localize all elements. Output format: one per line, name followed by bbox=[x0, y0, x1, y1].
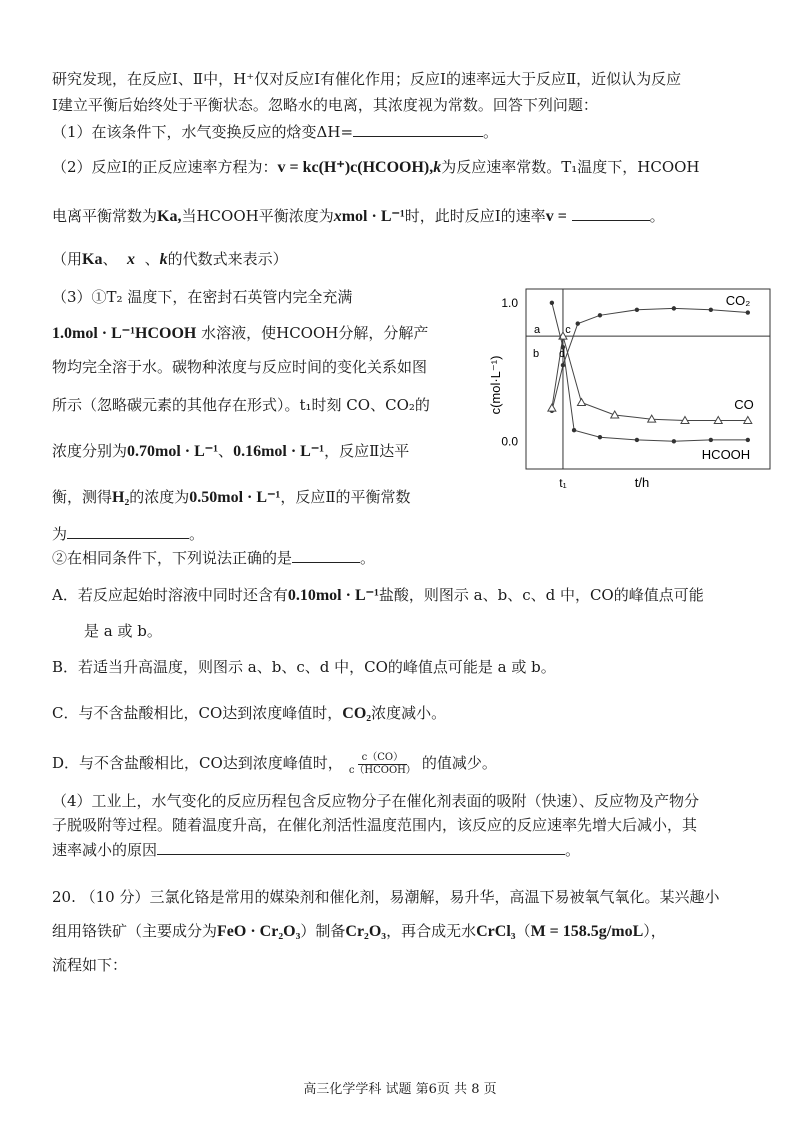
q2-note-d: 的代数式来表示） bbox=[167, 250, 288, 268]
option-c bbox=[52, 702, 446, 725]
data-point-dot bbox=[746, 438, 750, 442]
q3-line-3: 物均完全溶于水。碳物种浓度与反应时间的变化关系如图 bbox=[52, 358, 428, 376]
q3-co2-conc: 0.16mol · L⁻¹ bbox=[233, 443, 325, 460]
data-point-dot bbox=[598, 313, 602, 317]
opt-d-1: D．与不含盐酸相比，CO达到浓度峰值时， bbox=[52, 754, 343, 772]
data-point-dot bbox=[561, 363, 565, 367]
q2-note-k: k bbox=[159, 251, 168, 268]
q3-l6-c: ，反应Ⅱ的平衡常数 bbox=[280, 488, 411, 506]
data-point-triangle bbox=[548, 404, 556, 411]
molar-mass: M = 158.5g/moL bbox=[530, 923, 644, 940]
x-axis-label: t/h bbox=[634, 475, 650, 490]
q3-sub2-text: ②在相同条件下，下列说法正确的是 bbox=[52, 549, 293, 567]
q3-line-2 bbox=[52, 322, 428, 345]
data-point-triangle bbox=[611, 411, 619, 418]
data-point-dot bbox=[576, 321, 580, 325]
q4-line-1: （4）工业上，水气变化的反应历程包含反应物分子在催化剂表面的吸附（快速）、反应物及产物分 bbox=[52, 792, 700, 810]
q20-l2-a: 组用铬铁矿（主要成分为 bbox=[52, 922, 218, 940]
q3-h2-conc: 0.50mol · L⁻¹ bbox=[189, 489, 281, 506]
q20-l2-e: ）， bbox=[643, 922, 666, 940]
option-b: B．若适当升高温度，则图示 a、b、c、d 中，CO的峰值点可能是 a 或 b。 bbox=[52, 658, 556, 676]
q4-line-2: 子脱吸附等过程。随着温度升高，在催化剂活性温度范围内，该反应的反应速率先增大后减小，其 bbox=[52, 816, 698, 834]
series-line-0 bbox=[552, 308, 748, 410]
question-2-prefix: （2）反应Ⅰ的正反应速率方程为： bbox=[52, 158, 278, 176]
q3-line-6 bbox=[52, 486, 411, 509]
opt-a-conc: 0.10mol · L⁻¹ bbox=[287, 587, 379, 604]
point-label-a: a bbox=[533, 324, 541, 336]
ore-formula: FeO · Cr₂O₃ bbox=[217, 923, 301, 940]
opt-a-1: A．若反应起始时溶液中同时还含有 bbox=[52, 586, 288, 604]
q3-l6-b: 的浓度为 bbox=[129, 488, 190, 506]
data-point-dot bbox=[572, 428, 576, 432]
q3-l5-a: 浓度分别为 bbox=[52, 442, 128, 460]
question-1 bbox=[52, 120, 498, 143]
data-point-dot bbox=[746, 310, 750, 314]
answer-blank-4[interactable] bbox=[292, 546, 360, 563]
opt-d-2: 的值减少。 bbox=[421, 754, 497, 772]
q2-end: 。 bbox=[649, 207, 665, 225]
q20-line-3: 流程如下： bbox=[52, 956, 128, 974]
q2-note-b: 、 bbox=[102, 250, 118, 268]
q4-end: 。 bbox=[565, 841, 581, 859]
option-a-line-2: 是 a 或 b。 bbox=[84, 622, 162, 640]
q3-line-5 bbox=[52, 440, 409, 463]
data-point-triangle bbox=[577, 399, 585, 406]
q2-text-c: 时，此时反应Ⅰ的速率 bbox=[404, 207, 546, 225]
q3-h2: H₂ bbox=[112, 489, 130, 506]
y-tick-label: 0.0 bbox=[501, 434, 518, 449]
series-label-hcooh: HCOOH bbox=[701, 447, 751, 462]
question-2-line-1 bbox=[52, 156, 700, 179]
rate-equation: v = kc(H⁺)c(HCOOH), bbox=[277, 159, 434, 176]
question-1-text: （1）在该条件下，水气变换反应的焓变ΔH= bbox=[52, 123, 354, 141]
data-point-dot bbox=[550, 301, 554, 305]
data-point-dot bbox=[635, 308, 639, 312]
q20-l2-c: ，再合成无水 bbox=[386, 922, 477, 940]
x-symbol: x bbox=[333, 208, 342, 225]
answer-blank-2[interactable] bbox=[572, 204, 650, 221]
intro-line-1: 研究发现，在反应Ⅰ、Ⅱ中，H⁺仅对反应Ⅰ有催化作用；反应Ⅰ的速率远大于反应Ⅱ，近似认为反应 bbox=[52, 70, 682, 88]
answer-blank-1[interactable] bbox=[353, 120, 483, 137]
q3-l5-c: ，反应Ⅱ达平 bbox=[324, 442, 410, 460]
fraction-numerator: c（CO） bbox=[358, 752, 407, 765]
q3-line-7 bbox=[52, 522, 204, 545]
data-point-dot bbox=[672, 439, 676, 443]
y-axis-label: c(mol·L⁻¹) bbox=[488, 355, 503, 415]
opt-a-2: 盐酸，则图示 a、b、c、d 中，CO的峰值点可能 bbox=[378, 586, 704, 604]
q20-line-1: 20. （10 分）三氯化铬是常用的媒染剂和催化剂，易潮解，易升华，高温下易被氧气氧化。某兴趣小 bbox=[52, 888, 720, 906]
opt-c-2: 浓度减小。 bbox=[371, 704, 447, 722]
unit-mol-per-l: mol · L⁻¹ bbox=[341, 208, 405, 225]
q2-note-a: （用 bbox=[52, 250, 83, 268]
q3-l5-b: 、 bbox=[218, 442, 234, 460]
q3-initial-conc: 1.0mol · L⁻¹HCOOH bbox=[52, 325, 197, 342]
q2-note-c: 、 bbox=[144, 250, 160, 268]
concentration-time-chart bbox=[482, 285, 782, 495]
q2-text-b: 当HCOOH平衡浓度为 bbox=[181, 207, 334, 225]
data-point-dot bbox=[672, 306, 676, 310]
point-label-c: c bbox=[565, 324, 571, 336]
y-tick-label: 1.0 bbox=[501, 295, 518, 310]
q3-line-1: （3）①T₂ 温度下，在密封石英管内完全充满 bbox=[52, 288, 353, 306]
q3-line-4: 所示（忽略碳元素的其他存在形式）。t₁时刻 CO、CO₂的 bbox=[52, 396, 430, 414]
answer-blank-3[interactable] bbox=[67, 522, 189, 539]
data-point-dot bbox=[709, 438, 713, 442]
crcl3-formula: CrCl₃ bbox=[476, 923, 516, 940]
question-2-line-2 bbox=[52, 204, 665, 228]
page-footer: 高三化学学科 试题 第6页 共 8 页 bbox=[303, 1082, 497, 1097]
opt-c-co2: CO₂ bbox=[342, 705, 372, 722]
point-label-d: d bbox=[558, 348, 566, 360]
q2-text-a: 电离平衡常数为 bbox=[52, 207, 158, 225]
point-label-b: b bbox=[532, 348, 540, 360]
x-tick-label: t₁ bbox=[559, 476, 567, 490]
q3-sub-2 bbox=[52, 546, 375, 569]
answer-blank-5[interactable] bbox=[157, 838, 565, 855]
question-2-note bbox=[52, 248, 288, 271]
q20-l2-d: （ bbox=[515, 922, 531, 940]
option-a-line-1 bbox=[52, 584, 704, 607]
ka-symbol: Ka, bbox=[157, 208, 182, 225]
q3-l7-a: 为 bbox=[52, 525, 68, 543]
q20-line-2 bbox=[52, 920, 666, 943]
intro-line-2: Ⅰ建立平衡后始终处于平衡状态。忽略水的电离，其浓度视为常数。回答下列问题： bbox=[52, 96, 598, 114]
fraction-denominator: c（HCOOH） bbox=[348, 764, 416, 776]
q2-note-x: x bbox=[127, 251, 136, 268]
rate-constant-symbol: k bbox=[433, 159, 442, 176]
q4-line-3 bbox=[52, 838, 580, 861]
question-2-mid: 为反应速率常数。T₁温度下，HCOOH bbox=[441, 158, 700, 176]
q4-l3-text: 速率减小的原因 bbox=[52, 841, 158, 859]
opt-c-1: C．与不含盐酸相比，CO达到浓度峰值时， bbox=[52, 704, 343, 722]
cr2o3-formula: Cr₂O₃ bbox=[345, 923, 387, 940]
series-label-co: CO bbox=[734, 397, 754, 412]
q3-sub2-end: 。 bbox=[360, 549, 376, 567]
concentration-ratio-fraction bbox=[345, 752, 420, 777]
question-1-end: 。 bbox=[483, 123, 499, 141]
data-point-dot bbox=[709, 308, 713, 312]
q3-l7-end: 。 bbox=[189, 525, 205, 543]
series-label-co2: CO₂ bbox=[725, 293, 751, 308]
q3-co-conc: 0.70mol · L⁻¹ bbox=[127, 443, 219, 460]
series-line-1 bbox=[552, 336, 748, 420]
q2-note-ka: Ka bbox=[82, 251, 103, 268]
q3-line-2-rest: 水溶液，使HCOOH分解，分解产 bbox=[196, 324, 429, 342]
option-d bbox=[52, 746, 497, 780]
data-point-dot bbox=[598, 435, 602, 439]
q20-l2-b: ）制备 bbox=[300, 922, 346, 940]
q3-l6-a: 衡，测得 bbox=[52, 488, 113, 506]
v-equals: v = bbox=[545, 208, 567, 225]
data-point-dot bbox=[635, 438, 639, 442]
